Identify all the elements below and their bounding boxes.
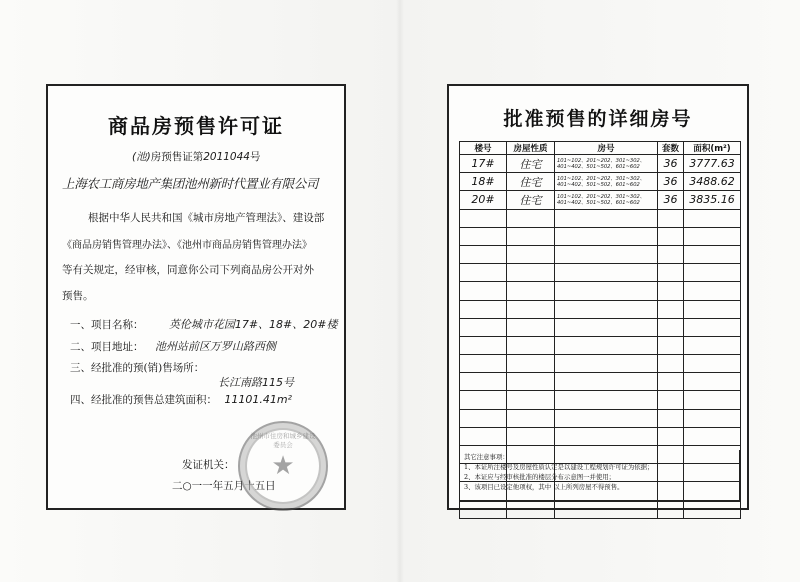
cell-building: 18# xyxy=(460,173,507,191)
empty-cell xyxy=(507,300,555,318)
basis-line-3: 等有关规定，经审核，同意你公司下列商品房公开对外 xyxy=(62,264,314,276)
table-row-empty xyxy=(460,336,741,354)
table-row-empty xyxy=(460,209,741,227)
item1-label: 一、项目名称： xyxy=(70,319,144,331)
empty-cell xyxy=(658,373,684,391)
cell-building: 20# xyxy=(460,191,507,209)
item3-value: 长江南路115号 xyxy=(218,376,294,389)
header-building: 楼号 xyxy=(460,142,507,155)
empty-cell xyxy=(658,282,684,300)
cell-area: 3777.63 xyxy=(684,155,741,173)
empty-cell xyxy=(460,409,507,427)
item-sales-place: 三、经批准的预(销)售场所： xyxy=(70,362,205,374)
table-row-empty xyxy=(460,427,741,445)
cell-units: 36 xyxy=(658,173,684,191)
empty-cell xyxy=(460,500,507,518)
empty-cell xyxy=(507,391,555,409)
cert-prefix: (池) xyxy=(132,151,151,163)
empty-cell xyxy=(658,209,684,227)
item4-label: 四、经批准的预售总建筑面积： xyxy=(70,394,217,406)
table-row-empty xyxy=(460,391,741,409)
empty-cell xyxy=(555,336,658,354)
empty-cell xyxy=(555,318,658,336)
empty-cell xyxy=(684,300,741,318)
empty-cell xyxy=(460,264,507,282)
empty-cell xyxy=(684,318,741,336)
table-row-empty xyxy=(460,264,741,282)
empty-cell xyxy=(658,264,684,282)
empty-cell xyxy=(658,245,684,263)
header-units: 套数 xyxy=(658,142,684,155)
empty-cell xyxy=(460,245,507,263)
basis-line-1: 根据中华人民共和国《城市房地产管理法》、建设部 xyxy=(88,212,325,224)
empty-cell xyxy=(507,373,555,391)
empty-cell xyxy=(460,227,507,245)
cell-type: 住宅 xyxy=(507,191,555,209)
empty-cell xyxy=(460,373,507,391)
issue-date: 二○一一年五月十五日 xyxy=(172,480,276,492)
empty-cell xyxy=(507,318,555,336)
company-name: 上海农工商房地产集团池州新时代置业有限公司 xyxy=(62,176,319,191)
header-type: 房屋性质 xyxy=(507,142,555,155)
empty-cell xyxy=(507,227,555,245)
empty-cell xyxy=(555,373,658,391)
cert-suffix: 号 xyxy=(249,151,261,163)
table-row-empty xyxy=(460,373,741,391)
empty-cell xyxy=(507,336,555,354)
cell-rooms: 101~102、201~202、301~302、401~402、501~502、601~602 xyxy=(555,173,658,191)
empty-cell xyxy=(555,282,658,300)
empty-cell xyxy=(507,264,555,282)
table-row xyxy=(460,191,741,209)
empty-cell xyxy=(658,355,684,373)
empty-cell xyxy=(507,409,555,427)
room-detail-title: 批准预售的详细房号 xyxy=(503,108,693,130)
cell-units: 36 xyxy=(658,155,684,173)
item2-value: 池州站前区万罗山路西侧 xyxy=(154,340,276,353)
empty-cell xyxy=(684,282,741,300)
empty-cell xyxy=(555,209,658,227)
table-row xyxy=(460,155,741,173)
empty-cell xyxy=(507,209,555,227)
permit-title: 商品房预售许可证 xyxy=(108,114,284,138)
table-row-empty xyxy=(460,300,741,318)
cell-units: 36 xyxy=(658,191,684,209)
table-row xyxy=(460,173,741,191)
note-2: 2、本证应与经审核批准的楼层分布示意图一并使用； xyxy=(464,473,616,481)
cell-area: 3835.16 xyxy=(684,191,741,209)
basis-line-4: 预售。 xyxy=(62,290,94,302)
presale-permit-panel xyxy=(46,84,346,510)
empty-cell xyxy=(555,427,658,445)
empty-cell xyxy=(684,427,741,445)
empty-cell xyxy=(555,245,658,263)
empty-cell xyxy=(460,209,507,227)
header-area: 面积(m²) xyxy=(684,142,741,155)
empty-cell xyxy=(684,336,741,354)
empty-cell xyxy=(658,409,684,427)
empty-cell xyxy=(507,245,555,263)
empty-cell xyxy=(684,227,741,245)
note-3: 3、该项目已设定他项权，其中 以上所列房屋不得预售。 xyxy=(464,483,624,491)
cell-type: 住宅 xyxy=(507,173,555,191)
room-detail-panel xyxy=(447,84,749,510)
cert-label: 房预售证第 xyxy=(150,151,204,163)
empty-cell xyxy=(684,409,741,427)
empty-cell xyxy=(658,300,684,318)
seal-star-icon: ★ xyxy=(271,451,295,481)
notes-box xyxy=(459,450,740,502)
table-row-empty xyxy=(460,227,741,245)
table-header-row xyxy=(460,142,741,155)
item2-label: 二、项目地址： xyxy=(70,341,144,353)
item-total-area xyxy=(70,392,292,407)
empty-cell xyxy=(555,227,658,245)
empty-cell xyxy=(555,391,658,409)
header-rooms: 房号 xyxy=(555,142,658,155)
cell-rooms: 101~102、201~202、301~302、401~402、501~502、601~602 xyxy=(555,191,658,209)
empty-cell xyxy=(684,391,741,409)
empty-cell xyxy=(684,264,741,282)
empty-cell xyxy=(658,318,684,336)
empty-cell xyxy=(507,282,555,300)
cell-area: 3488.62 xyxy=(684,173,741,191)
cert-number: 2011044 xyxy=(203,151,250,163)
seal-text: 池州市住房和城乡建设委员会 xyxy=(250,432,316,449)
table-row-empty xyxy=(460,282,741,300)
cell-rooms: 101~102、201~202、301~302、401~402、501~502、601~602 xyxy=(555,155,658,173)
official-seal xyxy=(238,421,328,511)
issuing-authority: 发证机关： xyxy=(182,459,235,471)
empty-cell xyxy=(460,300,507,318)
empty-cell xyxy=(507,500,555,518)
empty-cell xyxy=(507,355,555,373)
empty-cell xyxy=(460,318,507,336)
cell-type: 住宅 xyxy=(507,155,555,173)
empty-cell xyxy=(460,336,507,354)
empty-cell xyxy=(658,391,684,409)
table-row-empty xyxy=(460,500,741,518)
item4-value: 11101.41m² xyxy=(224,393,292,406)
empty-cell xyxy=(460,391,507,409)
basis-line-2: 《商品房销售管理办法》、《池州市商品房销售管理办法》 xyxy=(62,240,312,251)
empty-cell xyxy=(684,500,741,518)
item-project-address xyxy=(70,338,276,354)
empty-cell xyxy=(555,500,658,518)
table-row-empty xyxy=(460,355,741,373)
item1-value: 英伦城市花园17#、18#、20#楼 xyxy=(168,318,338,331)
empty-cell xyxy=(507,427,555,445)
table-row-empty xyxy=(460,409,741,427)
empty-cell xyxy=(555,300,658,318)
empty-cell xyxy=(555,355,658,373)
empty-cell xyxy=(684,355,741,373)
empty-cell xyxy=(658,500,684,518)
empty-cell xyxy=(460,282,507,300)
empty-cell xyxy=(555,409,658,427)
notes-title: 其它注意事项： xyxy=(464,453,509,461)
cell-building: 17# xyxy=(460,155,507,173)
empty-cell xyxy=(460,427,507,445)
empty-cell xyxy=(460,355,507,373)
empty-cell xyxy=(684,245,741,263)
empty-cell xyxy=(555,264,658,282)
empty-cell xyxy=(658,427,684,445)
table-row-empty xyxy=(460,245,741,263)
empty-cell xyxy=(658,336,684,354)
note-1: 1、本证所注楼号及房屋性质认定是以建设工程规划许可证为依据； xyxy=(464,463,654,471)
empty-cell xyxy=(684,373,741,391)
empty-cell xyxy=(684,209,741,227)
empty-cell xyxy=(658,227,684,245)
certificate-number-line xyxy=(132,149,260,164)
table-row-empty xyxy=(460,318,741,336)
item-project-name xyxy=(70,316,338,332)
